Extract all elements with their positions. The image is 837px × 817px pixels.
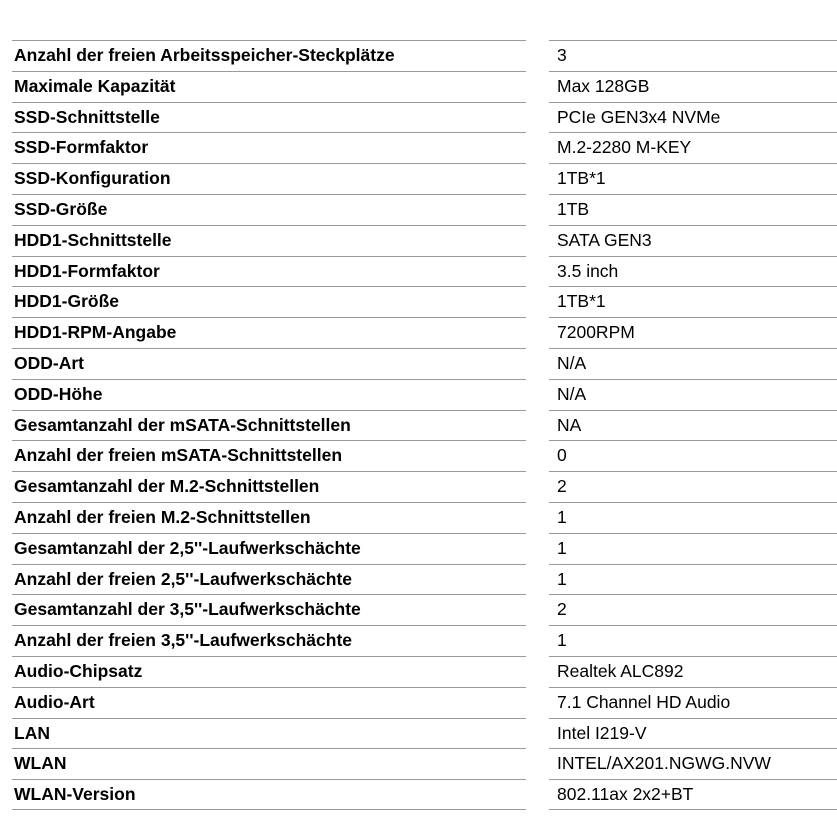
- spec-value: 3: [549, 40, 837, 71]
- spec-value: 0: [549, 440, 837, 471]
- spec-value: 2: [549, 594, 837, 625]
- table-row: [0, 194, 837, 225]
- spec-value: 802.11ax 2x2+BT: [549, 779, 837, 810]
- spec-value: 1TB*1: [549, 286, 837, 317]
- table-row: [0, 102, 837, 133]
- spec-label: Maximale Kapazität: [12, 71, 526, 102]
- table-row: [0, 286, 837, 317]
- table-row: [0, 594, 837, 625]
- spec-value: 1: [549, 502, 837, 533]
- table-row: [0, 163, 837, 194]
- spec-label: ODD-Art: [12, 348, 526, 379]
- spec-label: WLAN-Version: [12, 779, 526, 810]
- spec-label: WLAN: [12, 748, 526, 779]
- spec-label: HDD1-Größe: [12, 286, 526, 317]
- spec-value: SATA GEN3: [549, 225, 837, 256]
- spec-value: 2: [549, 471, 837, 502]
- table-row: [0, 40, 837, 71]
- spec-label: Anzahl der freien mSATA-Schnittstellen: [12, 440, 526, 471]
- spec-value: N/A: [549, 348, 837, 379]
- spec-label: Gesamtanzahl der M.2-Schnittstellen: [12, 471, 526, 502]
- table-row: [0, 225, 837, 256]
- table-row: [0, 718, 837, 749]
- spec-value: 3.5 inch: [549, 256, 837, 287]
- table-row: [0, 348, 837, 379]
- spec-label: Anzahl der freien Arbeitsspeicher-Steckplätze: [12, 40, 526, 71]
- table-row: [0, 379, 837, 410]
- table-row: [0, 656, 837, 687]
- spec-label: Anzahl der freien 2,5''-Laufwerkschächte: [12, 564, 526, 595]
- table-row: [0, 564, 837, 595]
- spec-label: ODD-Höhe: [12, 379, 526, 410]
- spec-value: 1: [549, 564, 837, 595]
- spec-value: PCIe GEN3x4 NVMe: [549, 102, 837, 133]
- spec-value: M.2-2280 M-KEY: [549, 132, 837, 163]
- spec-label: Gesamtanzahl der mSATA-Schnittstellen: [12, 410, 526, 441]
- spec-label: Audio-Art: [12, 687, 526, 718]
- table-row: [0, 71, 837, 102]
- table-row: [0, 748, 837, 779]
- table-row: [0, 317, 837, 348]
- spec-label: Gesamtanzahl der 2,5''-Laufwerkschächte: [12, 533, 526, 564]
- spec-value: Max 128GB: [549, 71, 837, 102]
- spec-label: Gesamtanzahl der 3,5''-Laufwerkschächte: [12, 594, 526, 625]
- table-row: [0, 625, 837, 656]
- spec-label: SSD-Konfiguration: [12, 163, 526, 194]
- spec-value: INTEL/AX201.NGWG.NVW: [549, 748, 837, 779]
- table-row: [0, 440, 837, 471]
- table-row: [0, 533, 837, 564]
- spec-label: HDD1-Formfaktor: [12, 256, 526, 287]
- spec-value: Realtek ALC892: [549, 656, 837, 687]
- spec-label: Anzahl der freien M.2-Schnittstellen: [12, 502, 526, 533]
- spec-label: SSD-Formfaktor: [12, 132, 526, 163]
- spec-value: 1: [549, 625, 837, 656]
- spec-label: SSD-Schnittstelle: [12, 102, 526, 133]
- table-row: [0, 471, 837, 502]
- spec-label: HDD1-RPM-Angabe: [12, 317, 526, 348]
- spec-table: [0, 40, 837, 810]
- spec-value: 1TB*1: [549, 163, 837, 194]
- spec-label: Anzahl der freien 3,5''-Laufwerkschächte: [12, 625, 526, 656]
- spec-value: 7.1 Channel HD Audio: [549, 687, 837, 718]
- spec-label: SSD-Größe: [12, 194, 526, 225]
- table-row: [0, 779, 837, 810]
- spec-value: 1TB: [549, 194, 837, 225]
- spec-label: Audio-Chipsatz: [12, 656, 526, 687]
- table-row: [0, 256, 837, 287]
- table-row: [0, 132, 837, 163]
- table-row: [0, 410, 837, 441]
- spec-value: N/A: [549, 379, 837, 410]
- spec-value: 1: [549, 533, 837, 564]
- spec-label: LAN: [12, 718, 526, 749]
- table-row: [0, 687, 837, 718]
- spec-value: NA: [549, 410, 837, 441]
- table-row: [0, 502, 837, 533]
- spec-value: Intel I219-V: [549, 718, 837, 749]
- spec-label: HDD1-Schnittstelle: [12, 225, 526, 256]
- spec-value: 7200RPM: [549, 317, 837, 348]
